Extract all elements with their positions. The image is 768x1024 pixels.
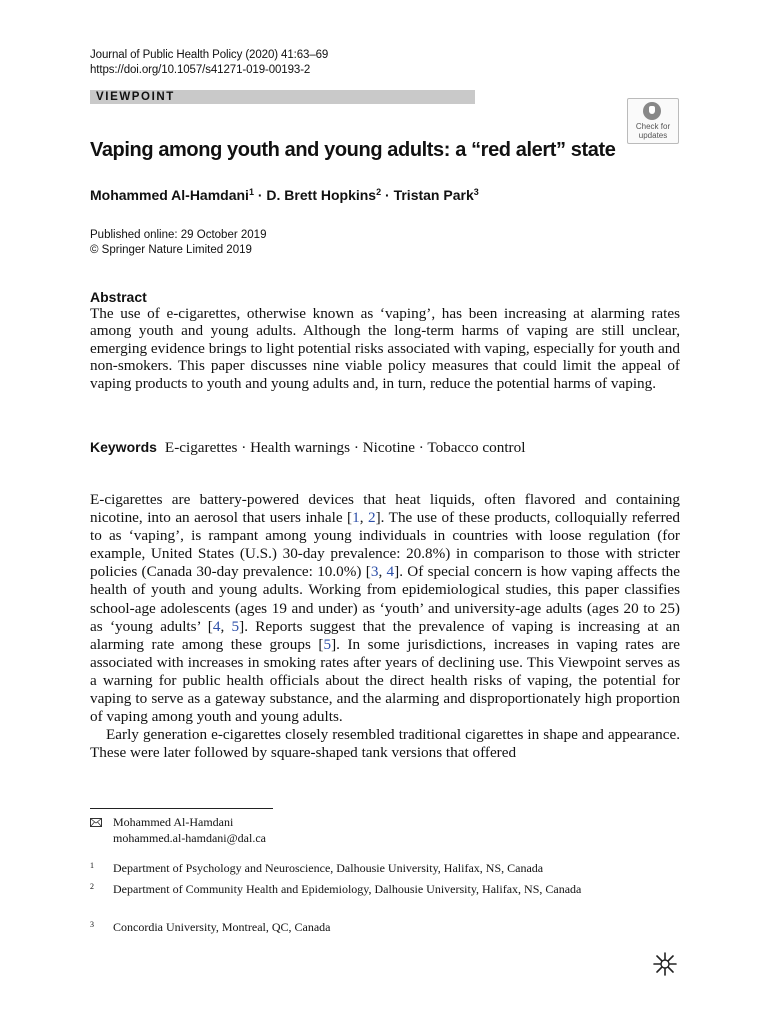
author-separator: · (253, 187, 267, 203)
author-affil-sup: 1 (248, 187, 254, 197)
author-name[interactable]: Tristan Park (393, 187, 474, 203)
journal-line: Journal of Public Health Policy (2020) 41:63–69 (90, 49, 329, 61)
citation-link[interactable]: 2 (368, 509, 376, 527)
email-link[interactable]: mohammed.al-hamdani@dal.ca (113, 830, 266, 845)
body-paragraph: E-cigarettes are battery-powered devices that heat liquids, often flavored and containing nicotine, into an aerosol that users inhale [1, 2]. The use of these products, colloquially referred to as ‘vaping’, is rampant among young individuals in countries with loose regulation (for example, United States (U.S.) 30-day prevalence: 20.8%) in comparison to those with stricter policies (Canada 30-day prevalence: 10.0%) [3, 4]. Of special concern is how vaping affects the health of youth and young adults. Working from epidemiological studies, this paper classifies school-age adolescents (ages 19 and under) as ‘youth’ and university-age adults (ages 20 to 25) as ‘young adults’ [4, 5]. Reports suggest that the prevalence of vaping is increasing at an alarming rate among these groups [5]. In some jurisdictions, increases in vaping rates are associated with increases in smoking rates after years of declining use. This Viewpoint serves as a warning for public health officials about the direct health risks of vaping, the potential for vaping to serve as a gateway substance, and the alarming and disproportionately high proportion of vaping among youth and young adults. (90, 491, 681, 726)
author-affil-sup: 2 (376, 187, 382, 197)
footnote-divider (90, 808, 273, 809)
keywords-list: E-cigarettes · Health warnings · Nicotine · Tobacco control (164, 439, 526, 456)
affiliation-text: Department of Community Health and Epidemiology, Dalhousie University, Halifax, NS, Canada (113, 882, 582, 896)
copyright-notice: © Springer Nature Limited 2019 (90, 243, 252, 256)
section-label: VIEWPOINT (96, 91, 175, 103)
affiliation-text: Concordia University, Montreal, QC, Canada (113, 920, 331, 934)
author-affil-sup: 3 (473, 187, 479, 197)
keywords (90, 437, 690, 458)
section-label-bar (90, 90, 475, 104)
affiliation-text: Department of Psychology and Neuroscience, Dalhousie University, Halifax, NS, Canada (113, 861, 544, 875)
citation-link[interactable]: 5 (231, 617, 240, 635)
author-name[interactable]: Mohammed Al‑Hamdani (90, 187, 249, 203)
corresponding-author: Mohammed Al-Hamdani (113, 815, 234, 829)
affiliation-number: 1 (90, 861, 94, 870)
doi-link[interactable]: https://doi.org/10.1057/s41271-019-00193-2 (90, 64, 311, 76)
check-for-updates-button[interactable] (627, 98, 679, 144)
publication-info (90, 228, 266, 257)
springer-horse-logo-icon (651, 950, 679, 978)
published-date: Published online: 29 October 2019 (90, 229, 267, 241)
body-text (90, 491, 680, 762)
affiliation-number: 2 (90, 882, 94, 891)
envelope-icon (90, 818, 102, 827)
journal-citation (90, 48, 328, 78)
abstract-text: The use of e-cigarettes, otherwise known as ‘vaping’, has been increasing at alarming rates among youth and young adults. Although the long-term harms of vaping are still unclear, emerging evidence brings to light potential risks associated with vaping, especially for youth and non-smokers. This paper discusses nine viable policy measures that could limit the appeal of vaping products to youth and young adults and, in turn, reduce the potential harms of vaping. (90, 305, 680, 392)
citation-link[interactable]: 1 (352, 509, 360, 527)
affiliation-number: 3 (90, 920, 94, 929)
citation-link[interactable]: 5 (323, 635, 332, 653)
bookmark-icon (643, 102, 661, 120)
author-list (90, 185, 479, 205)
article-title: Vaping among youth and young adults: a “red alert” state (90, 139, 616, 161)
citation-link[interactable]: 4 (212, 617, 221, 635)
abstract-heading: Abstract (90, 289, 147, 305)
citation-link[interactable]: 4 (386, 563, 395, 581)
author-separator: · (381, 187, 394, 203)
check-updates-label: Check for updates (635, 122, 671, 140)
author-name[interactable]: D. Brett Hopkins (266, 187, 377, 203)
keywords-label: Keywords (90, 439, 157, 455)
body-paragraph: Early generation e-cigarettes closely resembled traditional cigarettes in shape and appearance. These were later followed by square-shaped tank versions that offered (90, 726, 680, 762)
citation-link[interactable]: 3 (370, 563, 379, 581)
